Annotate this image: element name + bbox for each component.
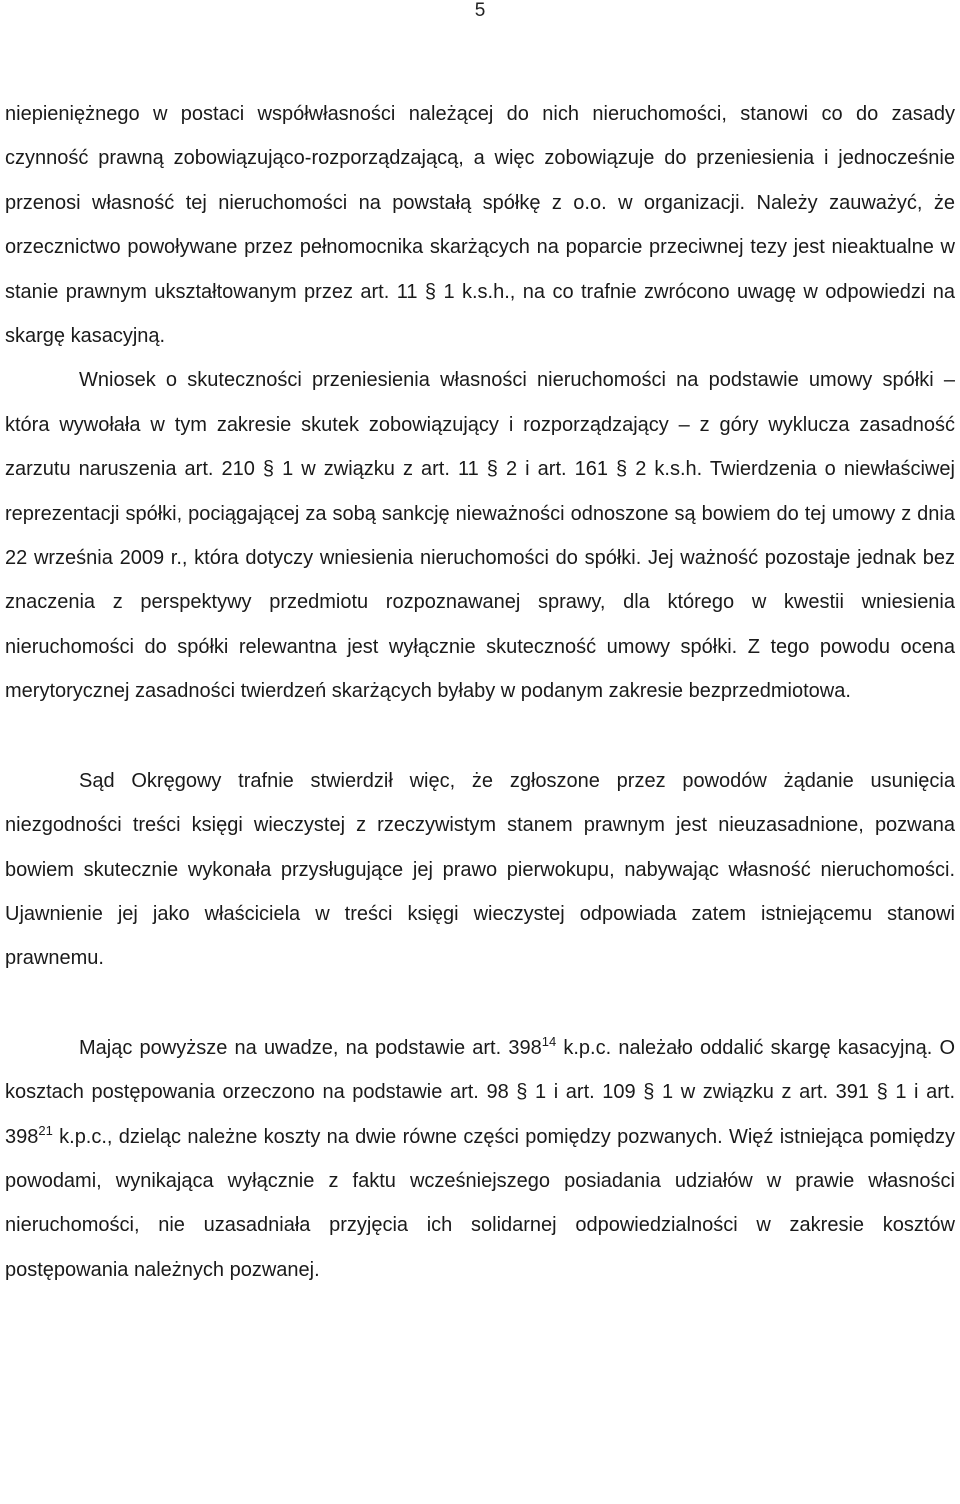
paragraph-4-part-3: k.p.c., dzieląc należne koszty na dwie równe części pomiędzy pozwanych. Więź istniejąca pomiędzy powodami, wynikająca wyłącznie z faktu wcześniejszego posiadania udziałów w prawie własności nieruchomości, nie uzasadniała przyjęcia ich solidarnej odpowiedzialności w zakresie kosztów postępowania należnych pozwanej. bbox=[5, 1125, 955, 1281]
paragraph-4-part-2: k.p.c. należało oddalić skargę kasacyjną. O kosztach postępowania orzeczono na podstawie art. 98 § 1 i art. 109 § 1 w związku z art. 391 § 1 i art. 398 bbox=[5, 1036, 956, 1148]
paragraph-1: niepieniężnego w postaci współwłasności należącej do nich nieruchomości, stanowi co do zasady czynność prawną zobowiązująco-rozporządzającą, a więc zobowiązuje do przeniesienia i jednocześnie przenosi własność tej nieruchomości na powstałą spółkę z o.o. w organizacji. Należy zauważyć, że orzecznictwo powoływane przez pełnomocnika skarżących na poparcie przeciwnej tezy jest nieaktualne w stanie prawnym ukształtowanym przez art. 11 § 1 k.s.h., na co trafnie zwrócono uwagę w odpowiedzi na skargę kasacyjną. bbox=[5, 103, 955, 348]
superscript-14: 14 bbox=[541, 1033, 557, 1049]
paragraph-2: Wniosek o skuteczności przeniesienia własności nieruchomości na podstawie umowy spółki – która wywołała w tym zakresie skutek zobowiązujący i rozporządzający – z góry wyklucza zasadność zarzutu naruszenia art. 210 § 1 w związku z art. 11 § 2 i art. 161 § 2 k.s.h. Twierdzenia o niewłaściwej reprezentacji spółki, pociągającej za sobą sankcję nieważności odnoszone są bowiem do tej umowy z dnia 22 września 2009 r., która dotyczy wniesienia nieruchomości do spółki. Jej ważność pozostaje jednak bez znaczenia z perspektywy przedmiotu rozpoznawanej sprawy, dla którego w kwestii wniesienia nieruchomości do spółki relewantna jest wyłącznie skuteczność umowy spółki. Z tego powodu ocena merytorycznej zasadności twierdzeń skarżących byłaby w podanym zakresie bezprzedmiotowa. bbox=[5, 369, 955, 703]
paragraph-4-part-1: Mając powyższe na uwadze, na podstawie art. 398 bbox=[79, 1036, 542, 1059]
paragraph-3: Sąd Okręgowy trafnie stwierdził więc, że zgłoszone przez powodów żądanie usunięcia niezgodności treści księgi wieczystej z rzeczywistym stanem prawnym jest nieuzasadnione, pozwana bowiem skutecznie wykonała przysługujące jej prawo pierwokupu, nabywając własność nieruchomości. Ujawnienie jej jako właściciela w treści księgi wieczystej odpowiada zatem istniejącemu stanowi prawnemu. bbox=[5, 769, 955, 970]
page-number: 5 bbox=[474, 0, 486, 21]
document-body bbox=[5, 92, 955, 1292]
superscript-21: 21 bbox=[38, 1122, 53, 1138]
paragraph-4 bbox=[5, 1026, 955, 1292]
